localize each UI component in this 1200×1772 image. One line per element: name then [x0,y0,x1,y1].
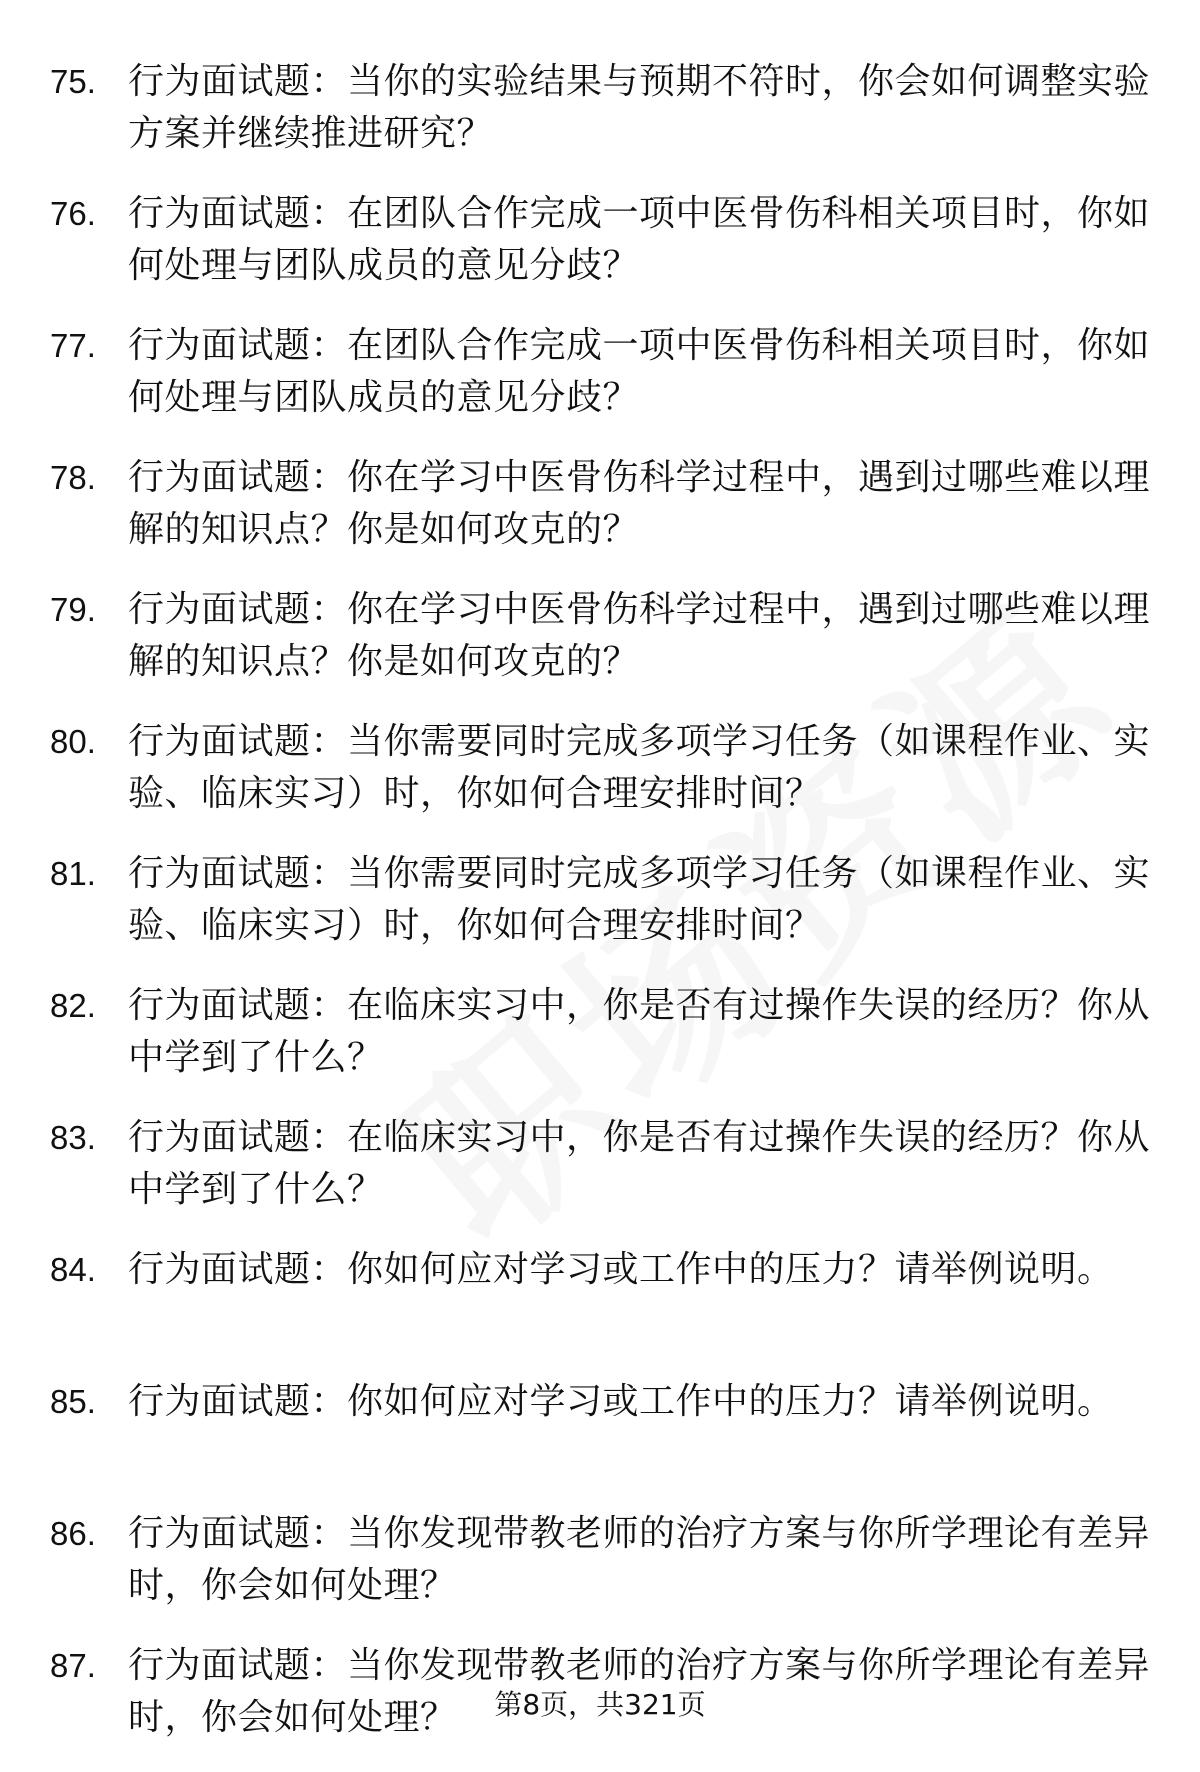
question-list [50,56,1160,1772]
question-number: 85. [50,1383,96,1420]
question-text: 行为面试题：在团队合作完成一项中医骨伤科相关项目时，你如何处理与团队成员的意见分歧？ [128,193,1151,286]
question-number: 84. [50,1251,96,1288]
question-number: 79. [50,591,96,628]
question-item [50,320,1160,426]
question-text: 行为面试题：你在学习中医骨伤科学过程中，遇到过哪些难以理解的知识点？你是如何攻克的？ [128,589,1151,682]
question-text: 行为面试题：你在学习中医骨伤科学过程中，遇到过哪些难以理解的知识点？你是如何攻克的？ [128,457,1151,550]
question-item [50,1112,1160,1218]
page-footer: 第8页，共321页 [494,1688,706,1721]
question-text: 行为面试题：你如何应对学习或工作中的压力？请举例说明。 [128,1381,1114,1422]
question-text: 行为面试题：在临床实习中，你是否有过操作失误的经历？你从中学到了什么？ [128,985,1151,1078]
question-item [50,452,1160,558]
question-number: 80. [50,723,96,760]
question-item [50,716,1160,822]
question-number: 83. [50,1119,96,1156]
question-number: 75. [50,63,96,100]
question-item [50,1508,1160,1614]
question-item [50,980,1160,1086]
question-item [50,1376,1160,1482]
question-text: 行为面试题：在临床实习中，你是否有过操作失误的经历？你从中学到了什么？ [128,1117,1151,1210]
question-text: 行为面试题：当你的实验结果与预期不符时，你会如何调整实验方案并继续推进研究？ [128,61,1151,154]
question-number: 82. [50,987,96,1024]
question-item [50,848,1160,954]
question-item [50,1244,1160,1350]
question-number: 81. [50,855,96,892]
question-text: 行为面试题：在团队合作完成一项中医骨伤科相关项目时，你如何处理与团队成员的意见分歧？ [128,325,1151,418]
question-item [50,56,1160,162]
question-number: 76. [50,195,96,232]
question-text: 行为面试题：当你需要同时完成多项学习任务（如课程作业、实验、临床实习）时，你如何合理安排时间？ [128,721,1151,814]
question-number: 78. [50,459,96,496]
question-text: 行为面试题：当你需要同时完成多项学习任务（如课程作业、实验、临床实习）时，你如何合理安排时间？ [128,853,1151,946]
question-number: 87. [50,1647,96,1684]
question-text: 行为面试题：当你发现带教老师的治疗方案与你所学理论有差异时，你会如何处理？ [128,1513,1151,1606]
question-text: 行为面试题：当你发现带教老师的治疗方案与你所学理论有差异时，你会如何处理？ [128,1645,1151,1738]
question-number: 77. [50,327,96,364]
question-item [50,188,1160,294]
question-number: 86. [50,1515,96,1552]
question-item [50,584,1160,690]
question-text: 行为面试题：你如何应对学习或工作中的压力？请举例说明。 [128,1249,1114,1290]
